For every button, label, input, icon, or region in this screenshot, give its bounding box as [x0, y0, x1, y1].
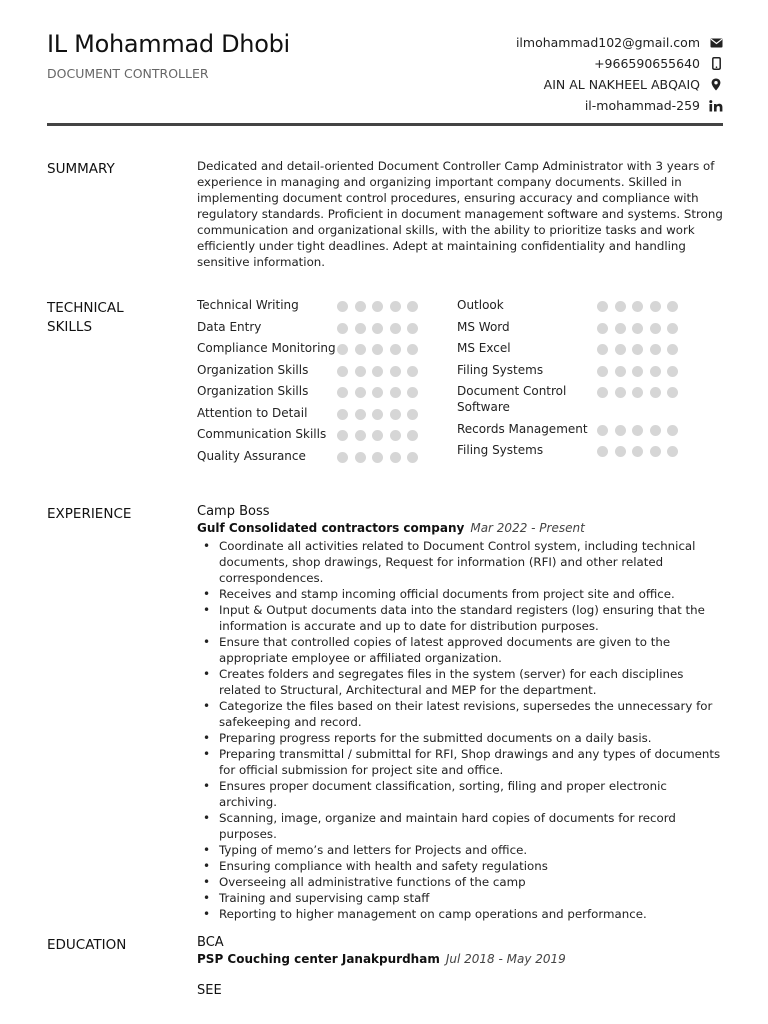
contact-linkedin[interactable] — [516, 95, 724, 116]
skill-rating-dot — [667, 301, 678, 312]
contact-email[interactable] — [516, 32, 724, 53]
skill-rating-dot — [372, 344, 383, 355]
responsibility-item: • Ensures proper document classification, sorting, filing and proper electronic archiving. — [197, 778, 727, 810]
skill-rating — [337, 362, 425, 377]
skill-name: Technical Writing — [197, 298, 299, 312]
skill-rating-dot — [355, 366, 366, 377]
skill-rating-dot — [407, 344, 418, 355]
skill-name: Organization Skills — [197, 362, 309, 377]
education-school-line — [197, 951, 727, 968]
skill-row — [197, 319, 457, 335]
skill-rating-dot — [650, 387, 661, 398]
skill-rating-dot — [615, 323, 626, 334]
candidate-title: DOCUMENT CONTROLLER — [47, 66, 209, 81]
skill-rating-dot — [407, 387, 418, 398]
skill-name: Filing Systems — [457, 443, 544, 457]
skill-name: MS Excel — [457, 341, 511, 355]
skill-row — [197, 340, 457, 356]
skill-name: Document Control Software — [457, 384, 567, 414]
skill-rating-dot — [355, 387, 366, 398]
skill-rating — [337, 383, 425, 398]
responsibility-item: • Scanning, image, organize and maintain hard copies of documents for record purposes. — [197, 810, 727, 842]
skill-rating-dot — [355, 301, 366, 312]
skill-rating — [597, 362, 685, 377]
skill-rating — [337, 297, 425, 312]
skill-row — [197, 297, 457, 313]
mobile-phone-icon — [708, 57, 724, 70]
skills-column-right — [457, 297, 717, 469]
candidate-name: IL Mohammad Dhobi — [47, 30, 290, 58]
skill-rating-dot — [407, 366, 418, 377]
skill-rating-dot — [407, 301, 418, 312]
skill-rating — [597, 297, 685, 312]
skills-column-left — [197, 297, 457, 469]
skill-rating-dot — [667, 323, 678, 334]
experience-entry — [197, 503, 727, 922]
skill-rating-dot — [650, 344, 661, 355]
responsibility-item: • Overseeing all administrative functions of the camp — [197, 874, 727, 890]
skill-rating-dot — [337, 301, 348, 312]
skill-rating-dot — [597, 301, 608, 312]
skill-rating-dot — [337, 344, 348, 355]
skill-rating-dot — [597, 387, 608, 398]
skill-name: Compliance Monitoring — [197, 341, 336, 355]
skill-rating-dot — [407, 452, 418, 463]
education-list — [197, 934, 727, 999]
contact-phone-text[interactable]: +966590655640 — [594, 56, 700, 71]
skill-rating — [597, 442, 685, 457]
skill-rating — [337, 448, 425, 463]
skill-rating — [337, 319, 425, 334]
education-dates: Jul 2018 - May 2019 — [445, 952, 566, 966]
skill-rating-dot — [390, 301, 401, 312]
job-role: Camp Boss — [197, 504, 270, 519]
skill-rating-dot — [650, 425, 661, 436]
skill-rating-dot — [632, 446, 643, 457]
skill-rating-dot — [632, 344, 643, 355]
skill-rating-dot — [650, 323, 661, 334]
responsibility-item: • Input & Output documents data into the standard registers (log) ensuring that the information is accurate and up to date for distribution purposes. — [197, 602, 727, 634]
section-experience-label: EXPERIENCE — [47, 506, 132, 522]
skill-row — [457, 319, 717, 335]
skill-name: Organization Skills — [197, 384, 309, 398]
skill-rating-dot — [390, 323, 401, 334]
skill-name: Attention to Detail — [197, 405, 308, 420]
responsibility-item: • Typing of memo’s and letters for Projects and office. — [197, 842, 727, 858]
skill-rating-dot — [337, 366, 348, 377]
skill-row — [457, 297, 717, 313]
responsibility-item: • Categorize the files based on their latest revisions, supersedes the unnecessary for safekeeping and record. — [197, 698, 727, 730]
responsibility-item: • Preparing transmittal / submittal for RFI, Shop drawings and any types of documents for official submission for project site and office. — [197, 746, 727, 778]
skill-rating-dot — [337, 323, 348, 334]
skill-rating-dot — [390, 452, 401, 463]
skill-rating — [337, 405, 425, 420]
skill-row — [197, 362, 457, 378]
skill-rating-dot — [390, 366, 401, 377]
skill-rating-dot — [632, 425, 643, 436]
skill-rating-dot — [632, 301, 643, 312]
skill-rating-dot — [390, 344, 401, 355]
skill-rating-dot — [372, 409, 383, 420]
skill-rating-dot — [667, 344, 678, 355]
contact-block — [516, 32, 724, 116]
skill-name: Quality Assurance — [197, 448, 306, 463]
job-company-line — [197, 520, 727, 537]
skill-rating-dot — [667, 387, 678, 398]
skill-rating-dot — [337, 387, 348, 398]
skill-row — [457, 362, 717, 378]
skill-rating-dot — [355, 323, 366, 334]
skill-rating-dot — [650, 446, 661, 457]
skill-rating-dot — [355, 430, 366, 441]
skill-rating-dot — [632, 366, 643, 377]
skill-rating — [337, 340, 425, 355]
skill-rating — [597, 383, 685, 398]
skill-rating-dot — [615, 387, 626, 398]
skill-rating-dot — [337, 430, 348, 441]
responsibility-item: • Training and supervising camp staff — [197, 890, 727, 906]
skill-name: MS Word — [457, 319, 510, 334]
skill-rating — [597, 340, 685, 355]
skill-row — [457, 383, 717, 415]
skill-rating-dot — [407, 323, 418, 334]
envelope-icon — [708, 38, 724, 48]
skill-name: Filing Systems — [457, 362, 544, 377]
skill-rating-dot — [355, 452, 366, 463]
skill-row — [197, 405, 457, 421]
skill-rating-dot — [337, 409, 348, 420]
skill-rating-dot — [650, 301, 661, 312]
job-company: Gulf Consolidated contractors company — [197, 521, 465, 535]
skill-rating-dot — [372, 366, 383, 377]
skill-rating-dot — [372, 323, 383, 334]
contact-location-text: AIN AL NAKHEEL ABQAIQ — [543, 77, 700, 92]
responsibility-item: • Preparing progress reports for the submitted documents on a daily basis. — [197, 730, 727, 746]
skill-name: Communication Skills — [197, 427, 327, 441]
section-education-label: EDUCATION — [47, 937, 127, 953]
contact-email-text[interactable]: ilmohammad102@gmail.com — [515, 35, 700, 50]
skill-rating-dot — [390, 409, 401, 420]
education-school: PSP Couching center Janakpurdham — [197, 952, 440, 966]
contact-location — [516, 74, 724, 95]
responsibility-item: • Ensuring compliance with health and safety regulations — [197, 858, 727, 874]
responsibility-item: • Reporting to higher management on camp operations and performance. — [197, 906, 727, 922]
section-skills-label: TECHNICAL SKILLS — [47, 300, 124, 335]
skill-rating — [337, 426, 425, 441]
linkedin-icon — [708, 100, 724, 112]
skill-rating-dot — [390, 387, 401, 398]
contact-phone[interactable] — [516, 53, 724, 74]
skill-rating-dot — [597, 446, 608, 457]
education-degree: SEE — [197, 983, 222, 998]
skill-row — [197, 426, 457, 442]
skill-rating-dot — [615, 344, 626, 355]
skill-row — [457, 421, 717, 437]
summary-paragraph: Dedicated and detail-oriented Document Controller Camp Administrator with 3 years of experience in managing and organizing important company documents. Skilled in implementing document control procedures, ensuring accuracy and compliance with regulatory standards. Proficient in document management software and systems. Strong communication and organizational skills, with the ability to prioritize tasks and work efficiently under tight deadlines. Adept at maintaining confidentiality and handling sensitive information. — [197, 159, 723, 269]
skill-rating-dot — [372, 387, 383, 398]
job-dates: Mar 2022 - Present — [470, 521, 585, 535]
skill-rating-dot — [615, 301, 626, 312]
skill-rating-dot — [355, 344, 366, 355]
skill-rating-dot — [667, 446, 678, 457]
skill-rating-dot — [597, 425, 608, 436]
skill-rating-dot — [372, 301, 383, 312]
skill-name: Data Entry — [197, 319, 262, 334]
skill-name: Records Management — [457, 421, 588, 436]
skill-rating-dot — [372, 452, 383, 463]
contact-linkedin-text[interactable]: il-mohammad-259 — [584, 98, 700, 113]
skill-rating-dot — [632, 387, 643, 398]
skill-rating-dot — [597, 344, 608, 355]
skill-row — [197, 383, 457, 399]
skill-rating-dot — [355, 409, 366, 420]
section-summary-label: SUMMARY — [47, 161, 115, 177]
job-responsibilities — [197, 538, 727, 922]
skill-row — [457, 340, 717, 356]
skill-rating-dot — [615, 425, 626, 436]
skill-rating — [597, 421, 685, 436]
skills-grid — [197, 297, 717, 469]
skill-rating-dot — [407, 430, 418, 441]
responsibility-item: • Receives and stamp incoming official documents from project site and office. — [197, 586, 727, 602]
map-pin-icon — [708, 78, 724, 91]
responsibility-item: • Creates folders and segregates files in the system (server) for each disciplines related to Structural, Architectural and MEP for the department. — [197, 666, 727, 698]
education-degree: BCA — [197, 935, 224, 950]
skill-rating-dot — [615, 446, 626, 457]
skill-rating-dot — [650, 366, 661, 377]
skill-rating — [597, 319, 685, 334]
skill-rating-dot — [667, 366, 678, 377]
skill-rating-dot — [597, 366, 608, 377]
skill-name: Outlook — [457, 298, 504, 312]
responsibility-item: • Ensure that controlled copies of latest approved documents are given to the appropriate employee or affiliated organization. — [197, 634, 727, 666]
skill-row — [457, 442, 717, 458]
skill-rating-dot — [615, 366, 626, 377]
skill-rating-dot — [407, 409, 418, 420]
skill-rating-dot — [632, 323, 643, 334]
skill-rating-dot — [667, 425, 678, 436]
responsibility-item: • Coordinate all activities related to Document Control system, including technical documents, shop drawings, Request for information (RFI) and other related correspondences. — [197, 538, 727, 586]
skill-row — [197, 448, 457, 464]
header-divider — [47, 123, 723, 126]
skill-rating-dot — [372, 430, 383, 441]
skill-rating-dot — [337, 452, 348, 463]
skill-rating-dot — [390, 430, 401, 441]
skill-rating-dot — [597, 323, 608, 334]
